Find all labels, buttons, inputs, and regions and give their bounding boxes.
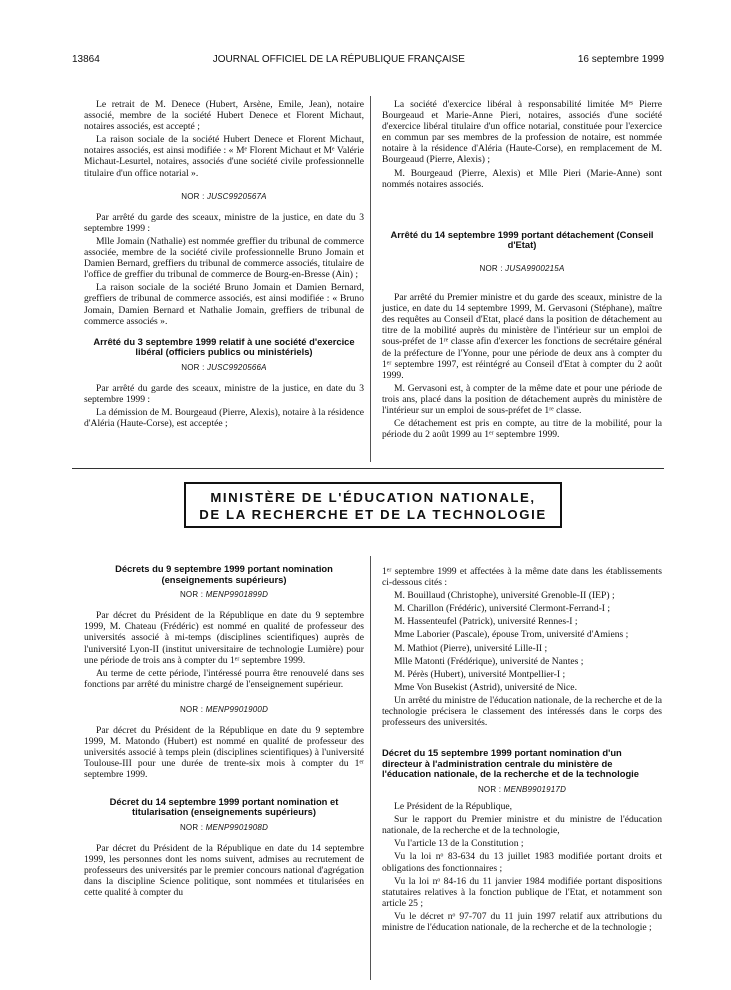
section-heading: Décret du 15 septembre 1999 portant nomination d'un directeur à l'administration centrale du ministère de l'éducation nationale, de la recherche et de la technologie (382, 747, 639, 780)
list-item: M. Pérès (Hubert), université Montpellier-I ; (394, 668, 566, 680)
paragraph: Vu la loi nᵒ 83-634 du 13 juillet 1983 modifiée portant droits et obligations des fonctionnaires ; (382, 851, 662, 874)
ministry-line-2: DE LA RECHERCHE ET DE LA TECHNOLOGIE (199, 507, 547, 522)
paragraph: Par décret du Président de la République en date du 9 septembre 1999, M. Matondo (Hubert) est nommé en qualité de professeur des universités associé à temps plein (disciplines scientifiques) à l'université Toulouse-III pour une durée de trente-six mois à compter du 1ᵉʳ septembre 1999. (84, 725, 364, 781)
paragraph: Ce détachement est pris en compte, au titre de la mobilité, pour la période du 2 août 1999 au 1ᵉʳ septembre 1999. (382, 418, 662, 441)
list-item: M. Hassenteufel (Patrick), université Rennes-I ; (394, 616, 578, 628)
paragraph: Par arrêté du garde des sceaux, ministre de la justice, en date du 3 septembre 1999 : (84, 211, 364, 234)
bottom-right-column (382, 566, 662, 935)
ministry-line-1: MINISTÈRE DE L'ÉDUCATION NATIONALE, (210, 490, 536, 505)
journal-title: JOURNAL OFFICIEL DE LA RÉPUBLIQUE FRANÇAISE (212, 53, 465, 65)
ministry-banner (184, 482, 562, 528)
section-heading: Décrets du 9 septembre 1999 portant nomination (enseignements supérieurs) (115, 563, 333, 585)
top-right-column (382, 99, 662, 442)
paragraph: Au terme de cette période, l'intéressé pourra être renouvelé dans ses fonctions par arrêté du ministre chargé de l'enseignement supérieur. (84, 667, 364, 690)
top-left-column (84, 99, 364, 431)
paragraph: Mlle Jomain (Nathalie) est nommée greffier du tribunal de commerce associée, membre de la société civile professionnelle Bruno Jomain et Damien Bernard, greffiers du tribunal de commerce associés, titulaire de l'office de greffier du tribunal de commerce de Bourg-en-Bresse (Ain) ; (84, 235, 364, 281)
nor-reference: NOR : MENP9901899D (179, 590, 269, 600)
column-divider (370, 96, 371, 462)
paragraph: Vu le décret nᵒ 97-707 du 11 juin 1997 relatif aux attributions du ministre de l'éducation nationale, de la recherche et de la technologie ; (382, 910, 662, 934)
list-item: M. Bouillaud (Christophe), université Grenoble-II (IEP) ; (394, 590, 615, 602)
paragraph: M. Gervasoni est, à compter de la même date et pour une période de trois ans, placé dans la position de détachement auprès du ministère de l'intérieur sur un emploi de sous-préfet de 1ʳᵉ classe. (382, 382, 662, 416)
page-header (72, 50, 664, 68)
issue-date: 16 septembre 1999 (577, 53, 664, 65)
paragraph: Par décret du Président de la République en date du 14 septembre 1999, les personnes dont les noms suivent, admises au recrutement de professeurs des universités par le premier concours national d'agrégation dans la discipline Science politique, sont nommées et titularisées en cette qualité à compter du (84, 842, 364, 899)
section-heading: Arrêté du 14 septembre 1999 portant détachement (Conseil d'Etat) (390, 228, 654, 251)
column-divider (370, 556, 371, 980)
paragraph: Par décret du Président de la République en date du 9 septembre 1999, M. Chateau (Frédéric) est nommé en qualité de professeur des universités associé à mi-temps (disciplines scientifiques) auprès de l'université Lyon-II (institut universitaire de technologie Lumière) pour une période de trois ans à compter du 1ᵉʳ septembre 1999. (84, 610, 364, 666)
paragraph: Sur le rapport du Premier ministre et du ministre de l'éducation nationale, de la recherche et de la technologie, (382, 814, 662, 837)
paragraph: La société d'exercice libéral à responsabilité limitée Mᵉˢ Pierre Bourgeaud et Marie-Anne Pieri, notaires, associés d'une société d'exercice libéral titulaire d'un office notarial, constituée pour l'exercice en commun par ses membres de la profession de notaire, est nommée notaire à la résidence d'Aléria (Haute-Corse), en remplacement de M. Bourgeaud (Pierre, Alexis) ; (382, 99, 662, 166)
nor-reference: NOR : MENP9901908D (179, 822, 269, 832)
paragraph: La démission de M. Bourgeaud (Pierre, Alexis), notaire à la résidence d'Aléria (Haute-Corse), est acceptée ; (84, 407, 364, 430)
paragraph: Un arrêté du ministre de l'éducation nationale, de la recherche et de la technologie précisera le classement des intéressés dans le corps des professeurs des universités. (382, 694, 662, 729)
section-heading: Décret du 14 septembre 1999 portant nomination et titularisation (enseignements supérieurs) (109, 795, 339, 818)
nor-reference: NOR : MENP9901900D (179, 704, 269, 714)
list-item: M. Mathiot (Pierre), université Lille-II ; (394, 642, 548, 654)
list-item: Mlle Matonti (Frédérique), université de Nantes ; (394, 655, 584, 667)
paragraph: 1ᵉʳ septembre 1999 et affectées à la même date dans les établissements ci-dessous cités : (382, 566, 662, 589)
paragraph: Le retrait de M. Denece (Hubert, Arsène, Emile, Jean), notaire associé, membre de la société Hubert Denece et Florent Michaut, notaires associés, est accepté ; (84, 99, 364, 133)
list-item: Mme Von Busekist (Astrid), université de Nice. (394, 681, 577, 693)
nor-reference: NOR : JUSA9900215A (479, 263, 565, 273)
paragraph: Le Président de la République, (394, 801, 513, 813)
paragraph: Vu la loi nᵒ 84-16 du 11 janvier 1984 modifiée portant dispositions statutaires relatives à la fonction publique de l'Etat, et notamment son article 25 ; (382, 875, 662, 909)
list-item: M. Charillon (Frédéric), université Clermont-Ferrand-I ; (394, 603, 611, 615)
section-rule (72, 468, 664, 469)
paragraph: La raison sociale de la société Hubert Denece et Florent Michaut, notaires associés, est ainsi modifiée : « Mᵉ Florent Michaut et Mᵉ Valérie Michaut-Lesurtel, notaires, associés d'une société civile professionnelle titulaire d'un office notarial ». (84, 134, 364, 179)
paragraph: Par arrêté du garde des sceaux, ministre de la justice, en date du 3 septembre 1999 : (84, 382, 364, 406)
paragraph: M. Bourgeaud (Pierre, Alexis) et Mlle Pieri (Marie-Anne) sont nommés notaires associés. (382, 167, 662, 190)
paragraph: La raison sociale de la société Bruno Jomain et Damien Bernard, greffiers de tribunal de commerce associés, est ainsi modifiée : « Bruno Jomain, Damien Bernard et Nathalie Jomain, greffiers de tribunal de commerce associés ». (84, 282, 364, 327)
bottom-left-column (84, 556, 364, 900)
paragraph: Vu l'article 13 de la Constitution ; (394, 838, 524, 850)
paragraph: Par arrêté du Premier ministre et du garde des sceaux, ministre de la justice, en date du 14 septembre 1999, M. Gervasoni (Stéphane), maître des requêtes au Conseil d'Etat, placé dans la position de détachement au titre de la mobilité auprès du ministère de l'intérieur sur un emploi de sous-préfet de 1ʳᵉ classe afin d'exercer les fonctions de secrétaire général de la préfecture de l'Yonne, pour une période de deux ans à compter du 1ᵉʳ septembre 1997, est réintégré au Conseil d'Etat à compter du 2 août 1999. (382, 292, 662, 381)
nor-reference: NOR : JUSC9920566A (181, 362, 267, 372)
nor-reference: NOR : MENB9901917D (477, 785, 567, 794)
page-number: 13864 (72, 53, 100, 65)
list-item: Mme Laborier (Pascale), épouse Trom, université d'Amiens ; (394, 629, 629, 641)
section-heading: Arrêté du 3 septembre 1999 relatif à une société d'exercice libéral (officiers publics ou ministériels) (93, 335, 355, 358)
nor-reference: NOR : JUSC9920567A (181, 191, 267, 201)
